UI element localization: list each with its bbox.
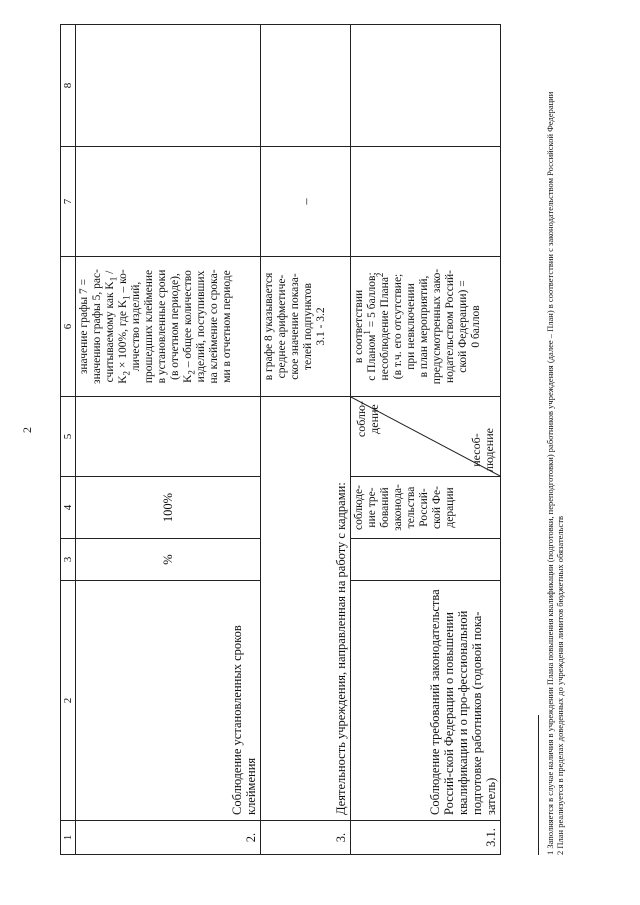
row-3-1-name: Соблюдение требований законодательства Россий-ской Федерации о повышении квалификации и о про-фессиональной подготовке работников (годовой пока-затель) [351, 581, 501, 821]
row-3-1-criterion: соблюде- ние тре- бований законода- тельства Россий- ской Фе- дерации [351, 477, 501, 539]
col-num-2: 2 [61, 581, 76, 821]
col-num-6: 6 [61, 257, 76, 397]
table-row-3-1 [351, 25, 501, 855]
row-2-unit: % [76, 539, 261, 581]
row-3-note: в графе 8 указывается среднее арифметиче- ское значение показа- телей подпунктов 3.1 - 3.2 [261, 257, 351, 397]
footnotes [545, 25, 565, 855]
row-2-col5 [76, 397, 261, 477]
row-3-1-col7 [351, 147, 501, 257]
col-num-5: 5 [61, 397, 76, 477]
footnote-separator [538, 715, 539, 855]
row-2-col8 [76, 25, 261, 147]
footnote-1: 1 Заполняется в случае наличия в учреждении Плана повышения квалификации (подготовки, переподготовки) работников учреждения (далее – План) в соответствии с законодательством Российской Федерации [545, 91, 555, 855]
row-3-1-col8 [351, 25, 501, 147]
column-numbers-row [61, 25, 76, 855]
col-num-4: 4 [61, 477, 76, 539]
table-row-2 [76, 25, 261, 855]
table-row-3 [261, 25, 351, 855]
row-3-number: 3. [261, 821, 351, 855]
col-num-3: 3 [61, 539, 76, 581]
compliance-label: соблю- дение [354, 401, 381, 438]
indicators-table [60, 24, 501, 855]
row-3-col8 [261, 25, 351, 147]
row-3-name: Деятельность учреждения, направленная на работу с кадрами: [261, 397, 351, 821]
row-3-1-col3 [351, 539, 501, 581]
row-3-1-compliance-split [351, 397, 501, 477]
row-3-col7: – [261, 147, 351, 257]
row-2-value: 100% [76, 477, 261, 539]
col-num-8: 8 [61, 25, 76, 147]
page-number: 2 [20, 427, 34, 433]
col-num-1: 1 [61, 821, 76, 855]
row-3-1-scoring: в соответствии с Планом$^1$ = 5 баллов; несоблюдение Плана$^2$ (в т.ч. его отсутствие; при невключении в план мероприятий, предусмотренных зако- нодательством Россий- ской Федерации) = 0 баллов [351, 257, 501, 397]
footnote-2: 2 План реализуется в пределах доведенных до учреждения лимитов бюджетных обязательств [555, 515, 565, 855]
row-2-name: Соблюдение установленных сроков клеймения [76, 581, 261, 821]
row-2-col7 [76, 147, 261, 257]
row-2-number: 2. [76, 821, 261, 855]
row-3-1-number: 3.1. [351, 821, 501, 855]
noncompliance-label: несоб- людение [469, 428, 496, 472]
col-num-7: 7 [61, 147, 76, 257]
row-2-formula: значение графы 7 = значению графы 5, рас- считываемому как $K_1$ / $K_2 \times 100\%$, где $K_1 - ко-$ личество изделий, прошедших клеймение в установленные сроки (в отчетном периоде), $K_2$ – общее количество изделий, поступивших на клеймение со срока- ми в отчетном периоде [76, 257, 261, 397]
